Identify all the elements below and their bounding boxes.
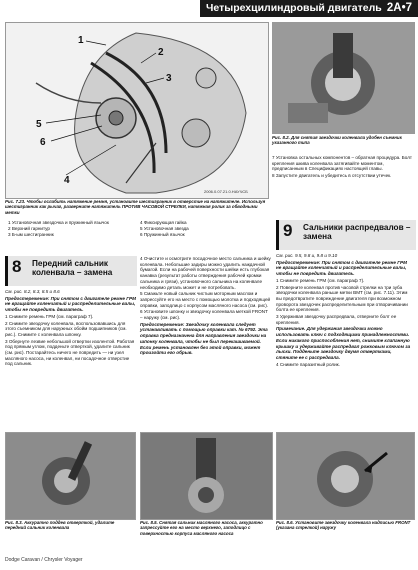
right-column-text — [272, 155, 413, 180]
callout-2: 2 — [158, 47, 164, 58]
paragraph: 2 Снимите звездочку коленвала, воспользовавшись для этого съемником для наружных обойм подшипников (см. рис.). Снимите с коленвала шпонку. — [5, 320, 127, 337]
callout-4: 4 — [64, 175, 70, 186]
legend-item: 1 Установочная звездочка и пружинный язычок — [8, 220, 109, 225]
figure-8-5-photo — [140, 432, 273, 520]
legend-item: 3 Б-ым шестигранник — [8, 232, 54, 237]
middle-column-text — [140, 256, 271, 357]
figure-8-3-photo — [5, 432, 136, 520]
page-footer: Dodge Caravan / Chrysler Voyager — [5, 557, 83, 563]
section-8-body — [5, 289, 136, 368]
figure-8-5-caption: Рис. 8.5. Снятая сальник масляного насоса, аккуратно запрессуйте его на место верхнего, заподлицо с поверхностью корпуса масляного насоса — [140, 520, 263, 536]
caution-note: Предостережение: При снятом с двигателе ремне ГРМ не вращайте коленчатый и распределительные валы, чтобы не повредить двигатель. — [276, 259, 407, 277]
paragraph: 2 Поверните коленвал против часовой стрелки на три зуба звездочки коленвала раньше метки ВМТ (см. рис. 7.11). Этим вы предотвратите повреждение двигателя при возможном проворота звездочек распределительным при отворачивании болта ее крепления. — [276, 284, 408, 313]
section-title: Передний сальник коленвала – замена — [32, 259, 113, 277]
paragraph: 1 Снимите ремень ГРМ (см. параграф 7). — [5, 313, 94, 319]
paragraph: 4 Снимите паразитный ролик. — [276, 361, 340, 367]
section-9-heading — [276, 220, 416, 250]
figure-8-6-caption: Рис. 8.6. Установите звездочку коленвала надписью FRONT (указана стрелкой) наружу — [276, 520, 411, 531]
figure-legend-right — [140, 220, 266, 238]
paragraph: 3 Удерживая звездочку распредвала, отверните болт ее крепления. — [276, 314, 397, 325]
paragraph: 7 Установка остальных компонентов – обратная процедура. Болт крепления шкива коленвала затягивайте моментом, предписанным в Спецификациях настоящей главы. — [272, 155, 412, 172]
callout-3: 3 — [166, 73, 172, 84]
engine-drawing — [6, 23, 268, 198]
figure-8-6-photo — [276, 432, 415, 520]
page-header — [200, 0, 418, 17]
note: Примечание. Для удержания звездочки можно использовать ключ с подходящими принадлежностями. Если никакого приспособления нет, снимите клапанную крышку и удерживайте распредвал рожковым ключом за лыски. Подденьте звездочку двумя отвертками, стяните ее с распредвала. — [276, 326, 411, 360]
paragraph: 5 Смажьте новый сальник чистым моторным маслом и запрессуйте его на место с помощью молотка и подходящей оправки, заподлицо с корпусом масляного насоса (см. рис). — [140, 291, 271, 308]
figure-8-3-caption: Рис. 8.3. Аккуратно поддев отверткой, удалите передний сальник коленвала — [5, 520, 115, 531]
chapter-code: 2А•7 — [386, 2, 412, 14]
paragraph: 6 Установите шпонку и звездочку коленвала меткой FRONT – наружу (см. рис). — [140, 309, 268, 321]
see-figures: См. рис. 8.2, 8.3, 8.5 и 8.6 — [5, 289, 60, 294]
figure-8-2-caption: Рис. 8.2. Для снятия звездочки коленвала удобен съемник указанного типа — [272, 135, 402, 146]
callout-6: 6 — [40, 137, 46, 148]
legend-item: 6 Пружинный язычок — [140, 232, 185, 237]
section-title: Сальники распредвалов – замена — [303, 223, 411, 241]
section-8-heading — [5, 256, 137, 286]
callout-5: 5 — [36, 119, 42, 130]
paragraph: 3 Обернуте лезвие небольшой отвертки изолентой. Работая под прямым углом, подденьте отверткой, удалите сальник (см. рис). Постарайтесь ничего не повредить — ни узел масляного насоса, ни коленвал, ни посадочное отверстие под сальник. — [5, 338, 135, 367]
figure-legend-left — [8, 220, 138, 238]
legend-item: 5 Установочная звезда — [140, 226, 189, 231]
paragraph: 1 Снимите ремень ГРМ (см. параграф 7). — [276, 277, 365, 283]
section-number: 9 — [283, 221, 293, 240]
paragraph: 4 Очистите и осмотрите посадочное место сальника и шейку коленвала. Небольшие задиры можно удалить наждачной бумагой. Если на рабочей поверхности шейки есть глубокая канавка (результат работы отверждения рабочей кромки сальника и грязи), установочного сальника на коленвале необходимо деталь может и не потребовать. — [140, 256, 271, 290]
section-9-body — [276, 253, 413, 368]
callout-1: 1 — [78, 35, 84, 46]
paragraph: 8 Запустите двигатель и убедитесь в отсутствии утечек. — [272, 173, 392, 179]
drawing-stamp: 2006.0.07.21.0.НАУЧСБ — [204, 189, 248, 194]
see-figures: См. рис. 9.5, 9.8 и, 9.8 и 9.10 — [276, 253, 338, 258]
header-title: Четырехцилиндровый двигатель — [206, 2, 382, 14]
legend-item: 4 Фиксирующая гайка — [140, 220, 187, 225]
figure-8-2-photo — [272, 22, 415, 134]
figure-7-23-drawing — [5, 22, 269, 199]
caution-note: Предостережение: При снятом с двигателе ремне ГРМ не вращайте коленчатый и распределительные валы, чтобы не повредить двигатель. — [5, 295, 136, 313]
legend-item: 2 Верхний гарнитур — [8, 226, 50, 231]
caution-note: Предостережение: Звездочку коленвала следует устанавливать с помощью оправки кат. № 6792. Эта оправка предназначена для направления звездочки на шпонку коленвала, чтобы не был перекашиваемой. Если ремень установлен без этой оправки, может произойти его обрыв. — [140, 321, 268, 356]
section-number: 8 — [12, 257, 22, 276]
figure-7-23-caption: Рис. 7.23. Чтобы ослабить натяжение ремня, установите шестигранник в отверстие на натяжителе. Используя шестигранник как рычаг, разверните натяжитель ПРОТИВ ЧАСОВОЙ СТРЕЛКИ, натяжная ролик за обводными метки — [5, 199, 266, 215]
